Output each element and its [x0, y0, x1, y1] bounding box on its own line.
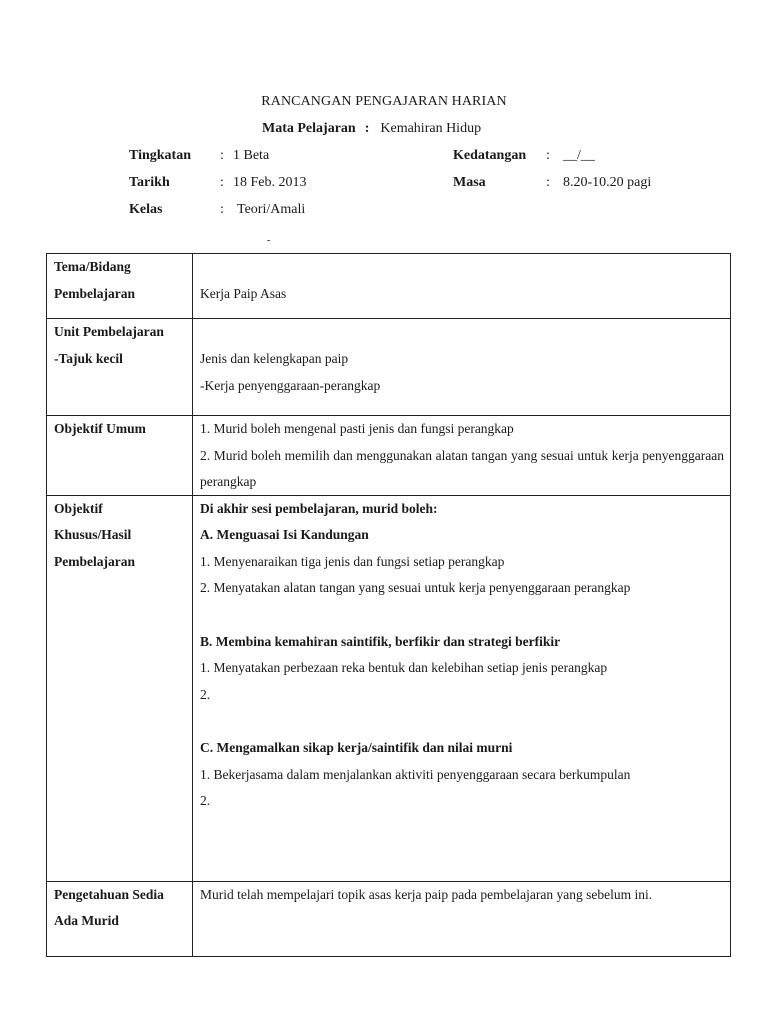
row-label-line: Unit Pembelajaran — [54, 324, 164, 339]
row-content-cell — [193, 319, 731, 416]
section-a-item: 1. Menyenaraikan tiga jenis dan fungsi setiap perangkap — [200, 553, 505, 569]
objective-intro: Di akhir sesi pembelajaran, murid boleh: — [200, 500, 438, 516]
subject-row — [262, 121, 481, 137]
table-row-objektif-khusus — [47, 495, 731, 881]
table-row-tema — [47, 254, 731, 319]
blank-line — [200, 319, 724, 346]
section-c-heading: C. Mengamalkan sikap kerja/saintifik dan nilai murni — [200, 740, 513, 755]
row-content-cell — [193, 881, 731, 956]
row-label-line: Objektif — [54, 500, 103, 516]
info-colon: : — [546, 175, 550, 190]
info-label: Masa — [453, 175, 486, 190]
section-c-item: 1. Bekerjasama dalam menjalankan aktiviti penyenggaraan secara berkumpulan — [200, 766, 631, 782]
section-b-heading: B. Membina kemahiran saintifik, berfikir dan strategi berfikir — [200, 633, 561, 649]
content-line: Jenis dan kelengkapan paip — [200, 351, 349, 366]
section-b-item: 1. Menyatakan perbezaan reka bentuk dan kelebihan setiap jenis perangkap — [200, 660, 608, 675]
subject-colon: : — [364, 121, 370, 136]
info-value: __/__ — [563, 148, 595, 163]
lesson-plan-table — [46, 253, 731, 957]
row-label-cell — [47, 881, 193, 956]
document-title: RANCANGAN PENGAJARAN HARIAN — [261, 94, 507, 109]
info-label: Kelas — [129, 202, 163, 217]
row-label-line: -Tajuk kecil — [54, 350, 123, 366]
section-c-item: 2. — [200, 793, 211, 808]
table-row-objektif-umum — [47, 416, 731, 496]
content-line: Murid telah mempelajari topik asas kerja paip pada pembelajaran yang sebelum ini. — [200, 886, 653, 902]
table-row-unit — [47, 319, 731, 416]
section-a-heading: A. Menguasai Isi Kandungan — [200, 527, 369, 542]
info-label: Tarikh — [129, 175, 170, 190]
row-label-line: Pembelajaran — [54, 553, 135, 569]
row-content-cell — [193, 254, 731, 319]
row-label-cell — [47, 416, 193, 496]
info-colon: : — [546, 148, 550, 163]
section-b-item: 2. — [200, 686, 211, 702]
row-label-cell — [47, 495, 193, 881]
row-label-line: Tema/Bidang — [54, 259, 131, 274]
info-value: 18 Feb. 2013 — [233, 175, 307, 190]
section-a-item: 2. Menyatakan alatan tangan yang sesuai untuk kerja penyenggaraan perangkap — [200, 580, 631, 595]
info-label: Kedatangan — [453, 148, 527, 163]
info-colon: : — [220, 175, 224, 190]
blank-line — [200, 602, 724, 629]
row-label-line: Objektif Umum — [54, 421, 146, 436]
table-row-pengetahuan — [47, 881, 731, 956]
row-label-cell — [47, 254, 193, 319]
info-colon: : — [220, 148, 224, 163]
content-line: Kerja Paip Asas — [200, 286, 287, 301]
info-tingkatan — [129, 148, 389, 166]
info-colon: : — [220, 202, 224, 217]
row-label-line: Pembelajaran — [54, 285, 135, 301]
blank-line — [200, 708, 724, 735]
info-label: Tingkatan — [129, 148, 191, 163]
info-masa — [453, 175, 713, 193]
row-label-cell — [47, 319, 193, 416]
info-tarikh — [129, 175, 389, 193]
blank-line — [200, 254, 724, 281]
info-kedatangan — [453, 148, 713, 166]
content-line: 1. Murid boleh mengenal pasti jenis dan fungsi perangkap — [200, 421, 514, 436]
info-value: Teori/Amali — [237, 202, 306, 217]
row-content-cell — [193, 495, 731, 881]
row-label-line: Ada Murid — [54, 913, 119, 928]
info-value: 1 Beta — [233, 148, 270, 163]
subject-label: Mata Pelajaran — [262, 121, 356, 136]
content-line: 2. Murid boleh memilih dan menggunakan alatan tangan yang sesuai untuk kerja penyenggaraan perangkap — [200, 447, 724, 489]
info-kelas — [129, 202, 389, 220]
dash-mark: - — [267, 235, 271, 246]
info-value: 8.20-10.20 pagi — [563, 175, 652, 190]
row-content-cell — [193, 416, 731, 496]
row-label-line: Pengetahuan Sedia — [54, 886, 164, 902]
subject-value: Kemahiran Hidup — [380, 121, 482, 136]
row-label-line: Khusus/Hasil — [54, 527, 132, 542]
content-line: -Kerja penyenggaraan-perangkap — [200, 377, 381, 393]
